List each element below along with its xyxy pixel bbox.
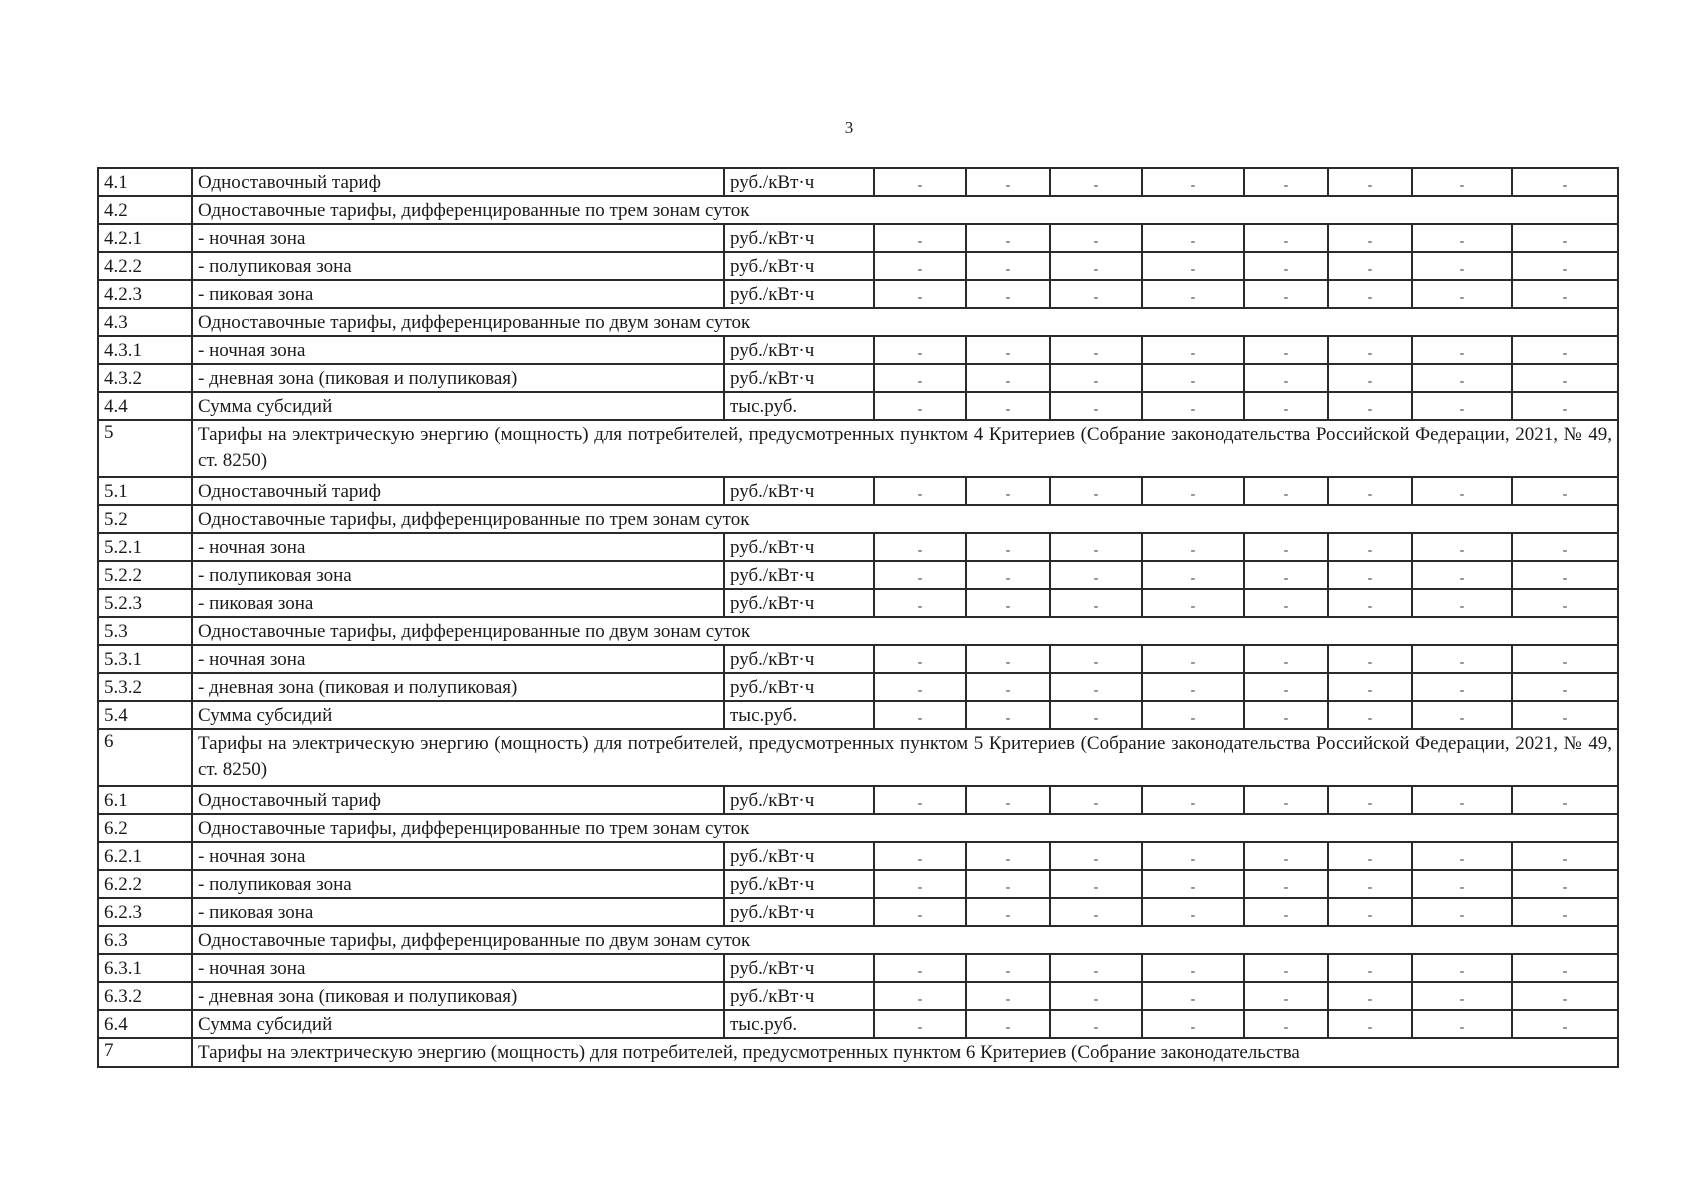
value-cell: - [1050, 224, 1142, 252]
value-cell: - [966, 898, 1050, 926]
row-number: 5.2.3 [98, 589, 192, 617]
value-cell: - [966, 701, 1050, 729]
value-cell: - [1512, 1010, 1618, 1038]
value-cell: - [1142, 533, 1244, 561]
value-cell: - [1142, 252, 1244, 280]
value-cell: - [1328, 336, 1412, 364]
table-row [98, 870, 1618, 898]
row-number: 5.4 [98, 701, 192, 729]
table-row [98, 252, 1618, 280]
row-unit: тыс.руб. [724, 701, 874, 729]
value-cell: - [1328, 364, 1412, 392]
table-row [98, 533, 1618, 561]
table-row [98, 673, 1618, 701]
row-number: 6.1 [98, 786, 192, 814]
tariff-table [97, 167, 1619, 1068]
row-number: 6.2 [98, 814, 192, 842]
value-cell: - [1050, 954, 1142, 982]
value-cell: - [966, 477, 1050, 505]
value-cell: - [1512, 168, 1618, 196]
table-row [98, 898, 1618, 926]
value-cell: - [1142, 477, 1244, 505]
value-cell: - [1328, 701, 1412, 729]
value-cell: - [966, 561, 1050, 589]
row-unit: руб./кВт·ч [724, 842, 874, 870]
row-unit: руб./кВт·ч [724, 252, 874, 280]
value-cell: - [1142, 224, 1244, 252]
row-name: - полупиковая зона [192, 870, 724, 898]
row-name: Сумма субсидий [192, 701, 724, 729]
row-number: 6.2.3 [98, 898, 192, 926]
value-cell: - [1244, 589, 1328, 617]
value-cell: - [874, 168, 966, 196]
value-cell: - [1328, 842, 1412, 870]
row-name: Тарифы на электрическую энергию (мощность) для потребителей, предусмотренных пунктом 5 Критериев (Собрание законодательства Российской Федерации, 2021, № 49, ст. 8250) [192, 729, 1618, 786]
value-cell: - [1244, 168, 1328, 196]
value-cell: - [1050, 168, 1142, 196]
row-name: Одноставочные тарифы, дифференцированные по двум зонам суток [192, 926, 1618, 954]
value-cell: - [1328, 1010, 1412, 1038]
value-cell: - [874, 870, 966, 898]
row-name: - полупиковая зона [192, 252, 724, 280]
value-cell: - [966, 336, 1050, 364]
value-cell: - [874, 561, 966, 589]
value-cell: - [1412, 982, 1512, 1010]
row-name: - ночная зона [192, 336, 724, 364]
table-row [98, 196, 1618, 224]
value-cell: - [1050, 645, 1142, 673]
value-cell: - [1244, 533, 1328, 561]
value-cell: - [874, 701, 966, 729]
value-cell: - [1328, 673, 1412, 701]
value-cell: - [966, 982, 1050, 1010]
value-cell: - [1512, 589, 1618, 617]
row-unit: руб./кВт·ч [724, 898, 874, 926]
value-cell: - [966, 392, 1050, 420]
value-cell: - [1412, 1010, 1512, 1038]
row-number: 6.3.2 [98, 982, 192, 1010]
value-cell: - [1244, 1010, 1328, 1038]
row-number: 7 [98, 1038, 192, 1067]
row-name: Одноставочные тарифы, дифференцированные по трем зонам суток [192, 505, 1618, 533]
value-cell: - [966, 364, 1050, 392]
value-cell: - [1244, 477, 1328, 505]
table-row [98, 645, 1618, 673]
value-cell: - [1050, 701, 1142, 729]
value-cell: - [966, 870, 1050, 898]
value-cell: - [1050, 982, 1142, 1010]
value-cell: - [874, 477, 966, 505]
value-cell: - [874, 224, 966, 252]
table-row [98, 505, 1618, 533]
row-name: Одноставочные тарифы, дифференцированные по трем зонам суток [192, 814, 1618, 842]
row-number: 5 [98, 420, 192, 477]
table-row [98, 224, 1618, 252]
value-cell: - [1328, 392, 1412, 420]
row-unit: руб./кВт·ч [724, 336, 874, 364]
value-cell: - [1328, 477, 1412, 505]
value-cell: - [1412, 786, 1512, 814]
table-row [98, 308, 1618, 336]
row-number: 5.2.2 [98, 561, 192, 589]
value-cell: - [1328, 561, 1412, 589]
row-number: 5.3.2 [98, 673, 192, 701]
row-number: 5.2.1 [98, 533, 192, 561]
row-name: Одноставочные тарифы, дифференцированные по двум зонам суток [192, 617, 1618, 645]
row-number: 5.1 [98, 477, 192, 505]
row-name: Тарифы на электрическую энергию (мощность) для потребителей, предусмотренных пунктом 6 Критериев (Собрание законодательства [192, 1038, 1618, 1067]
table-row [98, 729, 1618, 786]
value-cell: - [1512, 561, 1618, 589]
value-cell: - [1512, 982, 1618, 1010]
value-cell: - [1050, 589, 1142, 617]
value-cell: - [1142, 1010, 1244, 1038]
row-name: - дневная зона (пиковая и полупиковая) [192, 364, 724, 392]
table-row [98, 842, 1618, 870]
value-cell: - [1412, 842, 1512, 870]
value-cell: - [1244, 898, 1328, 926]
value-cell: - [1328, 589, 1412, 617]
value-cell: - [1050, 280, 1142, 308]
row-unit: руб./кВт·ч [724, 673, 874, 701]
table-body [98, 168, 1618, 1067]
value-cell: - [1412, 252, 1512, 280]
value-cell: - [1244, 561, 1328, 589]
value-cell: - [1412, 589, 1512, 617]
row-name: - дневная зона (пиковая и полупиковая) [192, 982, 724, 1010]
value-cell: - [1412, 561, 1512, 589]
value-cell: - [1050, 842, 1142, 870]
row-name: Тарифы на электрическую энергию (мощность) для потребителей, предусмотренных пунктом 4 Критериев (Собрание законодательства Российской Федерации, 2021, № 49, ст. 8250) [192, 420, 1618, 477]
value-cell: - [1142, 392, 1244, 420]
value-cell: - [874, 645, 966, 673]
value-cell: - [1328, 533, 1412, 561]
value-cell: - [1328, 786, 1412, 814]
value-cell: - [1050, 870, 1142, 898]
row-name: Одноставочный тариф [192, 786, 724, 814]
value-cell: - [966, 589, 1050, 617]
value-cell: - [874, 280, 966, 308]
value-cell: - [1050, 364, 1142, 392]
row-unit: руб./кВт·ч [724, 224, 874, 252]
value-cell: - [874, 982, 966, 1010]
value-cell: - [1244, 392, 1328, 420]
row-number: 4.3.1 [98, 336, 192, 364]
table-row [98, 954, 1618, 982]
row-unit: руб./кВт·ч [724, 870, 874, 898]
table-row [98, 392, 1618, 420]
value-cell: - [1328, 280, 1412, 308]
value-cell: - [966, 280, 1050, 308]
row-name: Сумма субсидий [192, 1010, 724, 1038]
table-row [98, 982, 1618, 1010]
value-cell: - [1512, 252, 1618, 280]
row-number: 6.2.1 [98, 842, 192, 870]
value-cell: - [1412, 280, 1512, 308]
value-cell: - [1142, 589, 1244, 617]
row-number: 4.1 [98, 168, 192, 196]
value-cell: - [1050, 1010, 1142, 1038]
row-number: 4.3 [98, 308, 192, 336]
row-name: Одноставочный тариф [192, 168, 724, 196]
value-cell: - [1412, 645, 1512, 673]
value-cell: - [1328, 645, 1412, 673]
value-cell: - [1142, 870, 1244, 898]
table-row [98, 589, 1618, 617]
value-cell: - [1512, 336, 1618, 364]
value-cell: - [1244, 701, 1328, 729]
value-cell: - [1244, 645, 1328, 673]
value-cell: - [1512, 645, 1618, 673]
value-cell: - [874, 1010, 966, 1038]
value-cell: - [1512, 477, 1618, 505]
row-number: 6.3 [98, 926, 192, 954]
value-cell: - [1512, 954, 1618, 982]
value-cell: - [874, 589, 966, 617]
value-cell: - [1244, 842, 1328, 870]
value-cell: - [1412, 392, 1512, 420]
row-name: Одноставочный тариф [192, 477, 724, 505]
value-cell: - [1244, 252, 1328, 280]
value-cell: - [1050, 336, 1142, 364]
table-row [98, 477, 1618, 505]
value-cell: - [1512, 842, 1618, 870]
table-row [98, 701, 1618, 729]
value-cell: - [1412, 477, 1512, 505]
value-cell: - [1142, 954, 1244, 982]
value-cell: - [874, 673, 966, 701]
table-row [98, 561, 1618, 589]
table-row [98, 336, 1618, 364]
value-cell: - [1512, 392, 1618, 420]
value-cell: - [874, 392, 966, 420]
value-cell: - [874, 533, 966, 561]
table-row [98, 617, 1618, 645]
value-cell: - [1142, 561, 1244, 589]
value-cell: - [966, 533, 1050, 561]
row-name: - ночная зона [192, 224, 724, 252]
value-cell: - [1512, 224, 1618, 252]
value-cell: - [1412, 224, 1512, 252]
table-row [98, 168, 1618, 196]
value-cell: - [1412, 533, 1512, 561]
value-cell: - [1512, 673, 1618, 701]
row-unit: руб./кВт·ч [724, 364, 874, 392]
value-cell: - [1244, 224, 1328, 252]
value-cell: - [874, 898, 966, 926]
row-number: 5.2 [98, 505, 192, 533]
table-row [98, 926, 1618, 954]
value-cell: - [1244, 336, 1328, 364]
value-cell: - [1512, 898, 1618, 926]
value-cell: - [1512, 364, 1618, 392]
value-cell: - [966, 252, 1050, 280]
value-cell: - [966, 673, 1050, 701]
row-name: Сумма субсидий [192, 392, 724, 420]
row-name: - ночная зона [192, 842, 724, 870]
row-unit: руб./кВт·ч [724, 561, 874, 589]
value-cell: - [1512, 280, 1618, 308]
value-cell: - [1142, 280, 1244, 308]
value-cell: - [966, 954, 1050, 982]
value-cell: - [1050, 533, 1142, 561]
value-cell: - [1412, 954, 1512, 982]
row-number: 6.4 [98, 1010, 192, 1038]
value-cell: - [1244, 870, 1328, 898]
table-row [98, 814, 1618, 842]
table-row [98, 364, 1618, 392]
value-cell: - [874, 954, 966, 982]
value-cell: - [1244, 982, 1328, 1010]
value-cell: - [1512, 701, 1618, 729]
table-row [98, 1010, 1618, 1038]
value-cell: - [1050, 673, 1142, 701]
row-name: - пиковая зона [192, 898, 724, 926]
row-number: 4.4 [98, 392, 192, 420]
row-name: - ночная зона [192, 533, 724, 561]
value-cell: - [1244, 954, 1328, 982]
value-cell: - [1328, 898, 1412, 926]
value-cell: - [874, 252, 966, 280]
value-cell: - [966, 168, 1050, 196]
value-cell: - [1244, 673, 1328, 701]
row-name: Одноставочные тарифы, дифференцированные по трем зонам суток [192, 196, 1618, 224]
value-cell: - [1412, 870, 1512, 898]
value-cell: - [1142, 336, 1244, 364]
value-cell: - [1142, 701, 1244, 729]
row-number: 5.3 [98, 617, 192, 645]
value-cell: - [1412, 168, 1512, 196]
value-cell: - [1142, 673, 1244, 701]
value-cell: - [874, 336, 966, 364]
value-cell: - [1244, 364, 1328, 392]
row-unit: руб./кВт·ч [724, 533, 874, 561]
row-unit: тыс.руб. [724, 1010, 874, 1038]
row-unit: руб./кВт·ч [724, 982, 874, 1010]
value-cell: - [1142, 364, 1244, 392]
value-cell: - [874, 786, 966, 814]
value-cell: - [1328, 982, 1412, 1010]
value-cell: - [1142, 898, 1244, 926]
row-unit: руб./кВт·ч [724, 786, 874, 814]
value-cell: - [1142, 982, 1244, 1010]
row-unit: руб./кВт·ч [724, 477, 874, 505]
row-unit: руб./кВт·ч [724, 645, 874, 673]
value-cell: - [874, 364, 966, 392]
row-name: Одноставочные тарифы, дифференцированные по двум зонам суток [192, 308, 1618, 336]
value-cell: - [1328, 224, 1412, 252]
value-cell: - [1412, 673, 1512, 701]
value-cell: - [1412, 701, 1512, 729]
value-cell: - [874, 842, 966, 870]
value-cell: - [966, 786, 1050, 814]
value-cell: - [1142, 842, 1244, 870]
row-name: - дневная зона (пиковая и полупиковая) [192, 673, 724, 701]
row-number: 4.2.1 [98, 224, 192, 252]
value-cell: - [1244, 280, 1328, 308]
row-number: 6.2.2 [98, 870, 192, 898]
value-cell: - [1050, 561, 1142, 589]
value-cell: - [1328, 954, 1412, 982]
row-number: 4.2.2 [98, 252, 192, 280]
row-number: 4.2.3 [98, 280, 192, 308]
page-number: 3 [844, 118, 854, 137]
row-unit: руб./кВт·ч [724, 280, 874, 308]
value-cell: - [1142, 786, 1244, 814]
value-cell: - [966, 224, 1050, 252]
row-number: 5.3.1 [98, 645, 192, 673]
value-cell: - [1328, 168, 1412, 196]
row-unit: руб./кВт·ч [724, 954, 874, 982]
table-row [98, 1038, 1618, 1067]
table-row [98, 280, 1618, 308]
value-cell: - [1142, 645, 1244, 673]
value-cell: - [1050, 898, 1142, 926]
row-number: 4.2 [98, 196, 192, 224]
table-row [98, 420, 1618, 477]
row-unit: руб./кВт·ч [724, 168, 874, 196]
value-cell: - [1412, 336, 1512, 364]
row-name: - пиковая зона [192, 280, 724, 308]
row-name: - ночная зона [192, 954, 724, 982]
value-cell: - [1412, 364, 1512, 392]
value-cell: - [1050, 252, 1142, 280]
value-cell: - [966, 1010, 1050, 1038]
value-cell: - [1412, 898, 1512, 926]
row-number: 6.3.1 [98, 954, 192, 982]
value-cell: - [1050, 392, 1142, 420]
value-cell: - [1050, 786, 1142, 814]
value-cell: - [1512, 870, 1618, 898]
value-cell: - [1512, 533, 1618, 561]
row-number: 6 [98, 729, 192, 786]
value-cell: - [1512, 786, 1618, 814]
row-unit: руб./кВт·ч [724, 589, 874, 617]
row-name: - ночная зона [192, 645, 724, 673]
row-name: - полупиковая зона [192, 561, 724, 589]
value-cell: - [1050, 477, 1142, 505]
row-name: - пиковая зона [192, 589, 724, 617]
value-cell: - [1244, 786, 1328, 814]
value-cell: - [966, 842, 1050, 870]
row-unit: тыс.руб. [724, 392, 874, 420]
table-row [98, 786, 1618, 814]
row-number: 4.3.2 [98, 364, 192, 392]
value-cell: - [1328, 870, 1412, 898]
value-cell: - [1142, 168, 1244, 196]
value-cell: - [966, 645, 1050, 673]
value-cell: - [1328, 252, 1412, 280]
